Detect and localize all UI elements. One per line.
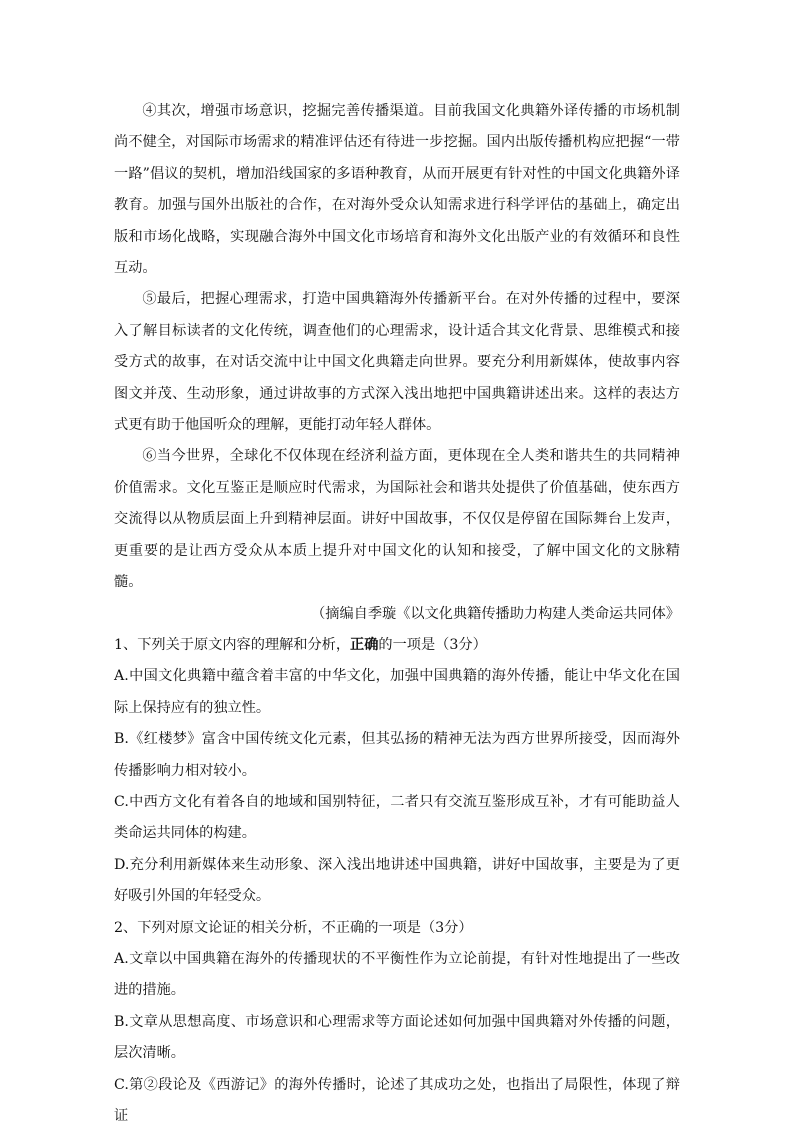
- document-body: [114, 96, 680, 1132]
- question-1-option-d: D.充分利用新媒体来生动形象、深入浅出地讲述中国典籍，讲好中国故事，主要是为了更好吸引外国的年轻受众。: [114, 856, 680, 905]
- question-1-prefix: 1、下列关于原文内容的理解和分析，: [114, 636, 351, 653]
- question-2-stem: 2、下列对原文论证的相关分析，不正确的一项是（3分）: [114, 919, 473, 936]
- question-1-emphasis: 正确: [350, 636, 379, 653]
- question-2-option-a: A.文章以中国典籍在海外的传播现状的不平衡性作为立论前提，有针对性地提出了一些改进的措施。: [114, 950, 680, 999]
- paragraph-6: ⑥当今世界，全球化不仅体现在经济利益方面，更体现在全人类和谐共生的共同精神价值需求。文化互鉴正是顺应时代需求，为国际社会和谐共处提供了价值基础，使东西方交流得以从物质层面上升到精神层面。讲好中国故事，不仅仅是停留在国际舞台上发声，更重要的是让西方受众从本质上提升对中国文化的认知和接受，了解中国文化的文脉精髓。: [114, 448, 680, 591]
- paragraph-5: ⑤最后，把握心理需求，打造中国典籍海外传播新平台。在对外传播的过程中，要深入了解目标读者的文化传统，调查他们的心理需求，设计适合其文化背景、思维模式和接受方式的故事，在对话交流中让中国文化典籍走向世界。要充分利用新媒体，使故事内容图文并茂、生动形象，通过讲故事的方式深入浅出地把中国典籍讲述出来。这样的表达方式更有助于他国听众的理解，更能打动年轻人群体。: [114, 291, 680, 434]
- question-2-option-c: C.第②段论及《西游记》的海外传播时，论述了其成功之处，也指出了局限性，体现了辩证: [114, 1076, 680, 1124]
- question-1-stem: [114, 630, 680, 661]
- question-1-suffix: 的一项是（3分）: [378, 636, 487, 653]
- source-citation: （摘编自季璇《以文化典籍传播助力构建人类命运共同体》: [311, 605, 680, 622]
- question-1-option-a: A.中国文化典籍中蕴含着丰富的中华文化，加强中国典籍的海外传播，能让中华文化在国际上保持应有的独立性。: [114, 668, 680, 716]
- question-2-option-b: B.文章从思想高度、市场意识和心理需求等方面论述如何加强中国典籍对外传播的问题，层次清晰。: [114, 1013, 680, 1062]
- question-1-option-c: C.中西方文化有着各自的地域和国别特征，二者只有交流互鉴形成互补，才有可能助益人类命运共同体的构建。: [114, 793, 680, 842]
- question-1-option-b: B.《红楼梦》富含中国传统文化元素，但其弘扬的精神无法为西方世界所接受，因而海外传播影响力相对较小。: [114, 731, 680, 779]
- paragraph-4: ④其次，增强市场意识，挖掘完善传播渠道。目前我国文化典籍外译传播的市场机制尚不健全，对国际市场需求的精准评估还有待进一步挖掘。国内出版传播机构应把握“一带一路”倡议的契机，增加沿线国家的多语种教育，从而开展更有针对性的中国文化典籍外译教育。加强与国外出版社的合作，在对海外受众认知需求进行科学评估的基础上，确定出版和市场化战略，实现融合海外中国文化市场培育和海外文化出版产业的有效循环和良性互动。: [114, 103, 680, 277]
